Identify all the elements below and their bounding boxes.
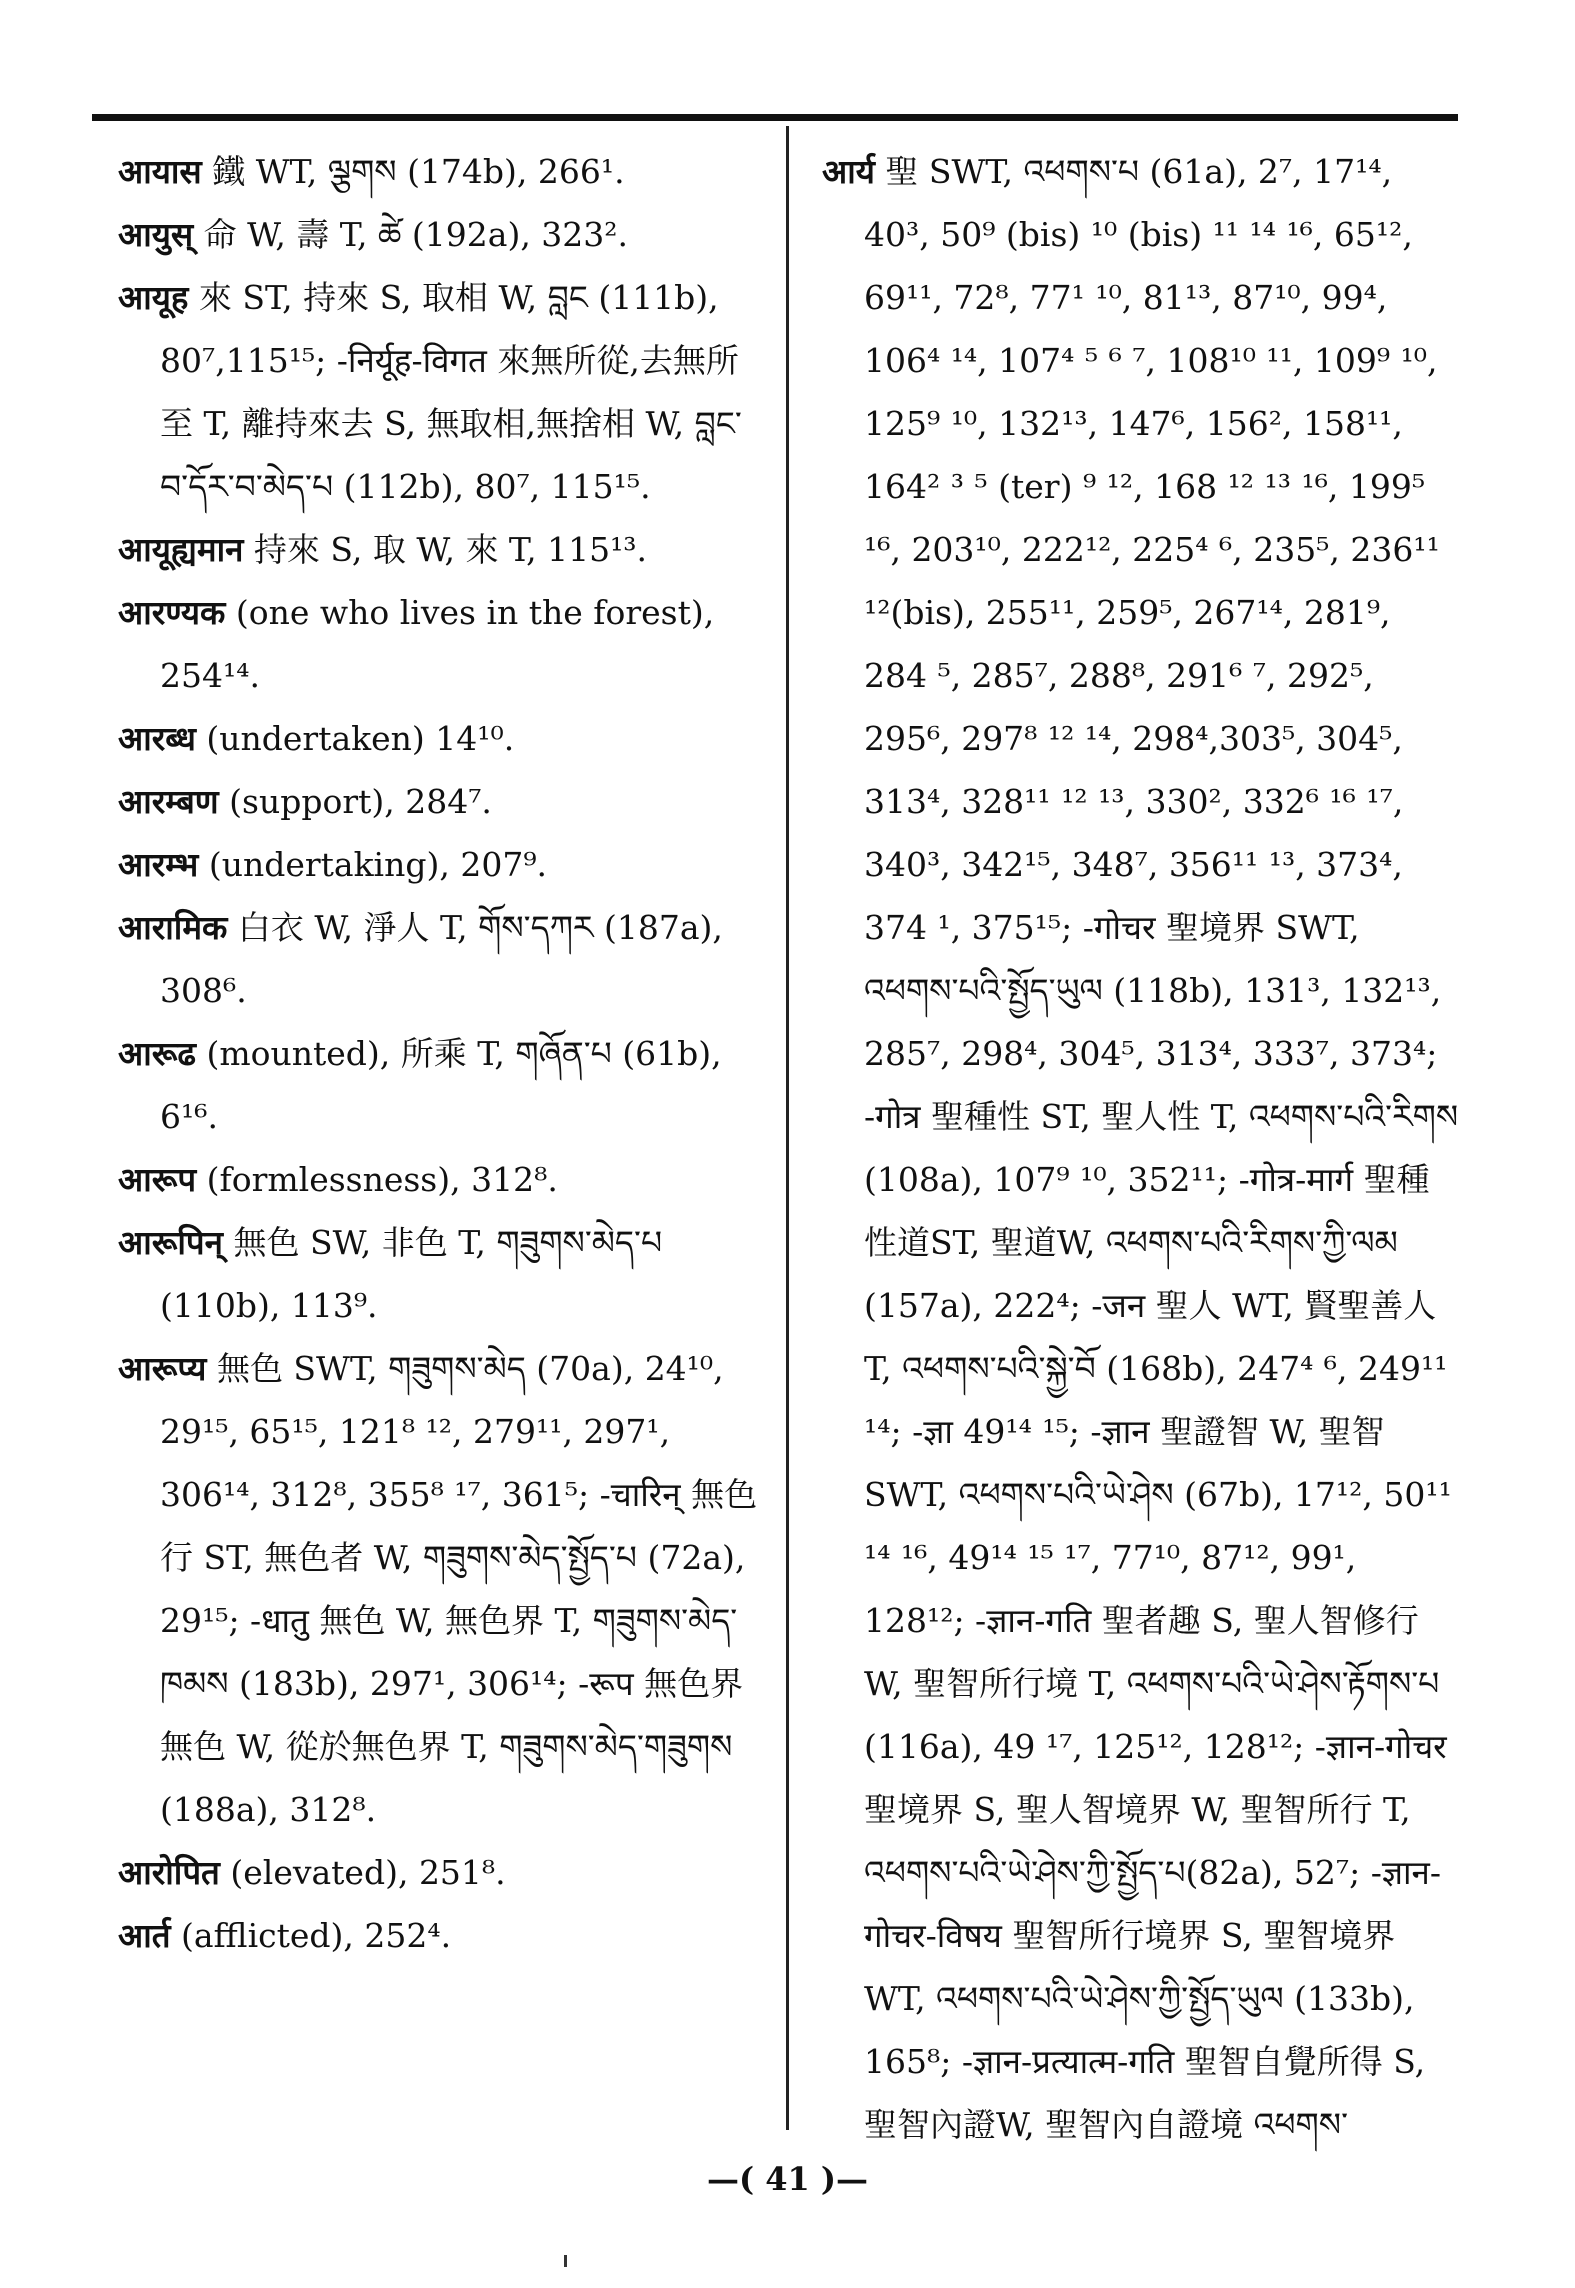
dictionary-entry [118,518,768,581]
left-column [118,140,768,1967]
entry-headword: आरम्भ [118,845,199,884]
entry-headword: आरामिक [118,908,228,947]
entry-body: (elevated), 251⁸. [219,1853,506,1892]
entry-body: (undertaken) 14¹⁰. [195,719,515,758]
entry-body: 命 W, 壽 T, ཚེ (192a), 323². [193,215,629,254]
entry-headword: आरूढ [118,1034,196,1073]
entry-body: (one who lives in the forest), 254¹⁴. [160,593,715,695]
entry-headword: आयूह [118,278,189,317]
entry-headword: आरूप [118,1160,197,1199]
entry-body: 聖 SWT, འཕགས་པ (61a), 2⁷, 17¹⁴, 40³, 50⁹ (bis) ¹⁰ (bis) ¹¹ ¹⁴ ¹⁶, 65¹², 69¹¹, 72⁸, 77¹ ¹⁰, 81¹³, 87¹⁰, 99⁴, 106⁴ ¹⁴, 107⁴ ⁵ ⁶ ⁷, 108¹⁰ ¹¹, 109⁹ ¹⁰, 125⁹ ¹⁰, 132¹³, 147⁶, 156², 158¹¹, 164² ³ ⁵ (ter) ⁹ ¹², 168 ¹² ¹³ ¹⁶, 199⁵ ¹⁶, 203¹⁰, 222¹², 225⁴ ⁶, 235⁵, 236¹¹ ¹²(bis), 255¹¹, 259⁵, 267¹⁴, 281⁹, 284 ⁵, 285⁷, 288⁸, 291⁶ ⁷, 292⁵, 295⁶, 297⁸ ¹² ¹⁴, 298⁴,303⁵, 304⁵, 313⁴, 328¹¹ ¹² ¹³, 330², 332⁶ ¹⁶ ¹⁷, 340³, 342¹⁵, 348⁷, 356¹¹ ¹³, 373⁴, 374 ¹, 375¹⁵; -गोचर 聖境界 SWT, འཕགས་པའི་སྤྱོད་ཡུལ (118b), 131³, 132¹³, 285⁷, 298⁴, 304⁵, 313⁴, 333⁷, 373⁴; -गोत्र 聖種性 ST, 聖人性 T, འཕགས་པའི་རིགས (108a), 107⁹ ¹⁰, 352¹¹; -गोत्र-मार्ग 聖種性道ST, 聖道W, འཕགས་པའི་རིགས་ཀྱི་ལམ (157a), 222⁴; -जन 聖人 WT, 賢聖善人 T, འཕགས་པའི་སྐྱེ་བོ (168b), 247⁴ ⁶, 249¹¹ ¹⁴; -ज्ञा 49¹⁴ ¹⁵; -ज्ञान 聖證智 W, 聖智SWT, འཕགས་པའི་ཡེ་ཤེས (67b), 17¹², 50¹¹ ¹⁴ ¹⁶, 49¹⁴ ¹⁵ ¹⁷, 77¹⁰, 87¹², 99¹, 128¹²; -ज्ञान-गति 聖者趣 S, 聖人智修行 W, 聖智所行境 T, འཕགས་པའི་ཡེ་ཤེས་རྟོགས་པ (116a), 49 ¹⁷, 125¹², 128¹²; -ज्ञान-गोचर 聖境界 S, 聖人智境界 W, 聖智所行 T, འཕགས་པའི་ཡེ་ཤེས་ཀྱི་སྤྱོད་པ(82a), 52⁷; -ज्ञान-गोचर-विषय 聖智所行境界 S, 聖智境界 WT, འཕགས་པའི་ཡེ་ཤེས་ཀྱི་སྤྱོད་ཡུལ (133b), 165⁸; -ज्ञान-प्रत्यात्म-गति 聖智自覺所得 S, 聖智內證W, 聖智內自證境 འཕགས་ [864,152,1459,2144]
entry-body: 無色 SW, 非色 T, གཟུགས་མེད་པ (110b), 113⁹. [160,1223,663,1325]
dictionary-entry [118,203,768,266]
dictionary-entry [822,140,1462,2156]
page-number: —( 41 )— [706,2160,869,2198]
entry-body: (mounted), 所乘 T, གཞོན་པ (61b), 6¹⁶. [160,1034,722,1136]
dictionary-entry [118,581,768,707]
column-divider [786,126,789,2130]
dictionary-entry [118,896,768,1022]
entry-headword: आयूह्यमान [118,530,244,569]
dictionary-entry [118,707,768,770]
entry-body: 持來 S, 取 W, 來 T, 115¹³. [243,530,648,569]
entry-headword: आरम्बण [118,782,219,821]
print-speck [564,2255,567,2267]
dictionary-entry [118,770,768,833]
dictionary-entry [118,1841,768,1904]
dictionary-entry [118,266,768,518]
entry-body: 來 ST, 持來 S, 取相 W, བླང (111b), 80⁷,115¹⁵; -निर्यूह-विगत 來無所從,去無所至 T, 離持來去 S, 無取相,無捨相 W, བླང་བ་དོར་བ་མེད་པ (112b), 80⁷, 115¹⁵. [160,278,742,506]
dictionary-entry [118,1337,768,1841]
entry-headword: आयुस् [118,215,194,254]
entry-body: (formlessness), 312⁸. [196,1160,558,1199]
entry-headword: आर्य [822,152,875,191]
entry-headword: आरूप्य [118,1349,207,1388]
entry-body: (undertaking), 207⁹. [198,845,548,884]
entry-headword: आरण्यक [118,593,226,632]
entry-headword: आरूपिन् [118,1223,223,1262]
dictionary-entry [118,1148,768,1211]
dictionary-entry [118,833,768,896]
dictionary-entry [118,1211,768,1337]
dictionary-entry [118,1904,768,1967]
dictionary-entry [118,140,768,203]
entry-body: (afflicted), 252⁴. [170,1916,452,1955]
dictionary-entry [118,1022,768,1148]
entry-headword: आरब्ध [118,719,196,758]
entry-headword: आयास [118,152,202,191]
right-column [822,140,1462,2156]
entry-body: 鐵 WT, ལྕགས (174b), 266¹. [201,152,625,191]
entry-body: 無色 SWT, གཟུགས་མེད (70a), 24¹⁰, 29¹⁵, 65¹⁵, 121⁸ ¹², 279¹¹, 297¹, 306¹⁴, 312⁸, 355⁸ ¹⁷, 361⁵; -चारिन् 無色行 ST, 無色者 W, གཟུགས་མེད་སྤྱོད་པ (72a), 29¹⁵; -धातु 無色 W, 無色界 T, གཟུགས་མེད་ཁམས (183b), 297¹, 306¹⁴; -रूप 無色界無色 W, 從於無色界 T, གཟུགས་མེད་གཟུགས (188a), 312⁸. [160,1349,758,1829]
entry-body: (support), 284⁷. [218,782,492,821]
top-rule [92,114,1458,121]
entry-body: 白衣 W, 淨人 T, གོས་དཀར (187a), 308⁶. [160,908,723,1010]
entry-headword: आर्त [118,1916,171,1955]
entry-headword: आरोपित [118,1853,220,1892]
